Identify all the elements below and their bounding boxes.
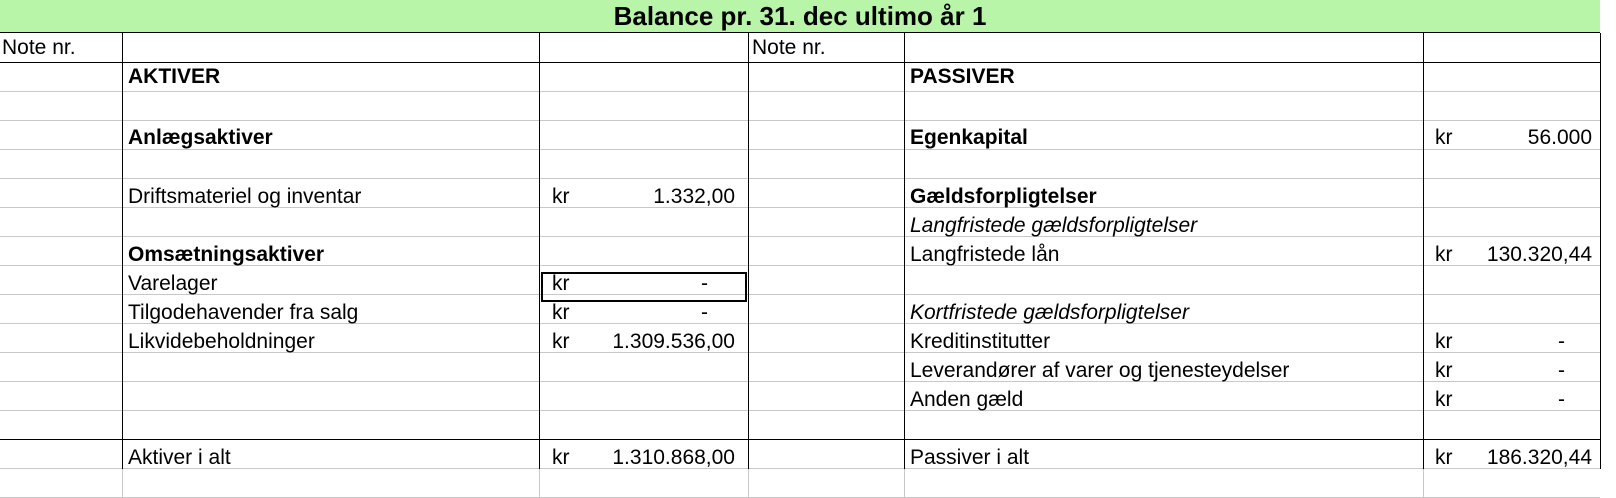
total-liabilities-label[interactable]: Passiver i alt	[910, 446, 1030, 469]
row-gridline	[0, 178, 1600, 179]
column-border	[122, 33, 123, 469]
long-term-liabilities-label[interactable]: Langfristede gældsforpligtelser	[910, 214, 1198, 237]
column-border	[748, 33, 749, 469]
column-border	[1423, 33, 1424, 469]
other-debt-currency[interactable]: kr	[1435, 388, 1453, 411]
inventory-label[interactable]: Varelager	[128, 272, 218, 295]
liabilities-heading[interactable]: PASSIVER	[910, 65, 1015, 88]
column-gridline	[122, 469, 123, 498]
receivables-currency[interactable]: kr	[552, 301, 570, 324]
column-gridline	[539, 469, 540, 498]
row-gridline	[0, 294, 1600, 295]
assets-heading[interactable]: AKTIVER	[128, 65, 221, 88]
row-gridline	[0, 381, 1600, 382]
cash-label[interactable]: Likvidebeholdninger	[128, 330, 315, 353]
suppliers-currency[interactable]: kr	[1435, 359, 1453, 382]
selected-cell-outline	[541, 272, 747, 302]
inventory-currency[interactable]: kr	[552, 272, 570, 295]
credit-institutions-currency[interactable]: kr	[1435, 330, 1453, 353]
liabilities-label[interactable]: Gældsforpligtelser	[910, 185, 1097, 208]
column-border	[904, 33, 905, 469]
total-liabilities-amount[interactable]: 186.320,44	[1486, 446, 1592, 469]
equity-currency[interactable]: kr	[1435, 126, 1453, 149]
suppliers-amount[interactable]: -	[1558, 359, 1565, 382]
total-assets-label[interactable]: Aktiver i alt	[128, 446, 231, 469]
column-gridline	[904, 469, 905, 498]
note-header-right[interactable]: Note nr.	[752, 36, 826, 59]
equipment-currency[interactable]: kr	[552, 185, 570, 208]
long-term-loan-currency[interactable]: kr	[1435, 243, 1453, 266]
equity-label[interactable]: Egenkapital	[910, 126, 1028, 149]
total-assets-amount[interactable]: 1.310.868,00	[612, 446, 735, 469]
suppliers-label[interactable]: Leverandører af varer og tjenesteydelser	[910, 359, 1290, 382]
cash-currency[interactable]: kr	[552, 330, 570, 353]
total-assets-currency[interactable]: kr	[552, 446, 570, 469]
cash-amount[interactable]: 1.309.536,00	[612, 330, 735, 353]
equity-amount[interactable]: 56.000	[1527, 126, 1592, 149]
note-header-left[interactable]: Note nr.	[2, 36, 76, 59]
header-border	[0, 62, 1600, 63]
equipment-amount[interactable]: 1.332,00	[653, 185, 735, 208]
column-border	[1600, 33, 1601, 469]
sheet-right-margin	[1600, 0, 1616, 498]
receivables-amount[interactable]: -	[701, 301, 708, 324]
page-title[interactable]: Balance pr. 31. dec ultimo år 1	[0, 0, 1600, 33]
long-term-loan-label[interactable]: Langfristede lån	[910, 243, 1060, 266]
column-gridline	[1423, 469, 1424, 498]
total-border	[0, 439, 1600, 440]
current-assets-label[interactable]: Omsætningsaktiver	[128, 243, 325, 266]
other-debt-amount[interactable]: -	[1558, 388, 1565, 411]
row-gridline	[0, 236, 1600, 237]
total-liabilities-currency[interactable]: kr	[1435, 446, 1453, 469]
short-term-liabilities-label[interactable]: Kortfristede gældsforpligtelser	[910, 301, 1189, 324]
receivables-label[interactable]: Tilgodehavender fra salg	[128, 301, 359, 324]
inventory-amount[interactable]: -	[701, 272, 708, 295]
row-gridline	[0, 410, 1600, 411]
long-term-loan-amount[interactable]: 130.320,44	[1486, 243, 1592, 266]
column-border	[539, 33, 540, 469]
other-debt-label[interactable]: Anden gæld	[910, 388, 1024, 411]
credit-institutions-amount[interactable]: -	[1558, 330, 1565, 353]
credit-institutions-label[interactable]: Kreditinstitutter	[910, 330, 1051, 353]
row-gridline	[0, 468, 1600, 469]
equipment-label[interactable]: Driftsmateriel og inventar	[128, 185, 362, 208]
row-gridline	[0, 120, 1600, 121]
row-gridline	[0, 91, 1600, 92]
fixed-assets-label[interactable]: Anlægsaktiver	[128, 126, 273, 149]
column-gridline	[748, 469, 749, 498]
